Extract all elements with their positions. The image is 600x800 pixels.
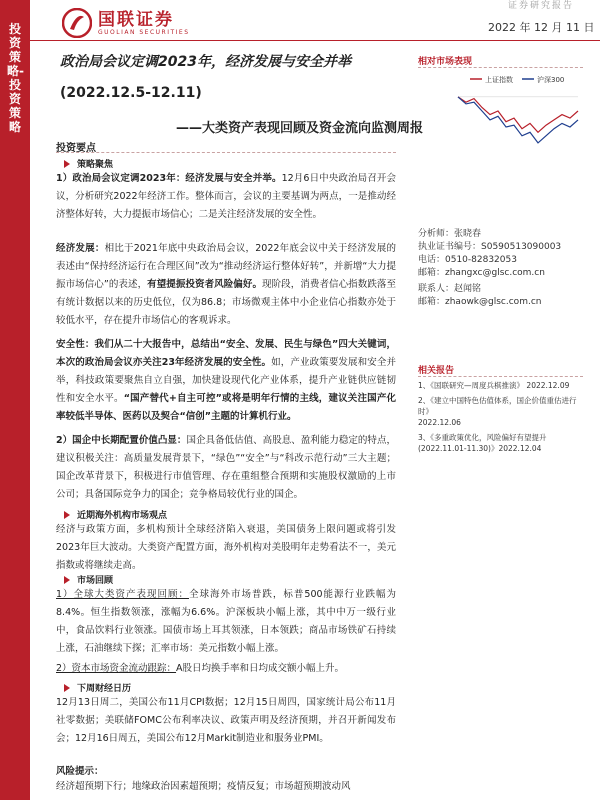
risk-text: 经济超预期下行；地缘政治因素超预期；疫情反复；市场超预期波动风 — [56, 781, 351, 792]
related-report-item[interactable]: 3、《多重政策优化，风险偏好有望提升 (2022.11.01-11.30)》2022.12.04 — [418, 433, 547, 453]
p6-underline: 1）全球大类资产表现回顾： — [56, 589, 189, 600]
p2-bold: 经济发展： — [56, 243, 105, 254]
paragraph-8 — [56, 694, 396, 748]
section-title: 近期海外机构市场观点 — [77, 511, 168, 521]
paragraph-3 — [56, 336, 396, 426]
triangle-bullet-icon — [64, 684, 70, 692]
section-calendar — [64, 681, 131, 694]
related-reports-title: 相关报告 — [418, 366, 455, 376]
report-date: 2022 年 12 月 11 日 — [488, 21, 595, 34]
summary-heading: 投资要点 — [56, 143, 96, 154]
paragraph-6 — [56, 586, 396, 658]
report-subtitle: ——大类资产表现回顾及资金流向监测周报 — [176, 121, 424, 136]
report-type-label: 证券研究报告 — [508, 1, 575, 11]
legend-label-hs300: 沪深300 — [537, 76, 565, 84]
analyst-name: 分析师：张晓春 — [418, 229, 482, 239]
related-reports-list — [418, 380, 583, 454]
p8-text: 12月13日周二，美国公布11月CPI数据；12月15日周四，国家统计局公布11月社零数据；美联储FOMC公布利率决议、政策声明及经济预期，并召开新闻发布会；12月16日周五，美国公布12月Markit制造业和服务业PMI。 — [56, 697, 396, 744]
market-divider — [418, 67, 583, 68]
triangle-bullet-icon — [64, 511, 70, 519]
header-divider — [30, 40, 600, 41]
p2-text2: 现阶段，消费者信心指数跌落至有统计数据以来的历史低位，仅为86.8；市场微观主体中小企业信心指数亦处于较低水平，存在提升市场信心的客观诉求。 — [56, 279, 396, 326]
paragraph-7 — [56, 660, 396, 678]
paragraph-5 — [56, 521, 396, 575]
p4-bold: 2）国企中长期配置价值凸显： — [56, 435, 187, 446]
related-report-item[interactable]: 1、《国联研究—周度兵棋推演》 2022.12.09 — [418, 381, 570, 390]
risk-heading: 风险提示： — [56, 766, 104, 777]
p3-bold: 安全性：我们从二十大报告中，总结出“安全、发展、民生与绿色”四大关键词，本次的政治局会议亦关注23年经济发展的安全性。 — [56, 339, 396, 368]
sidebar-label: 投资策略-投资策略 — [7, 22, 24, 134]
section-title: 下周财经日历 — [77, 684, 132, 694]
section-overseas — [64, 508, 167, 521]
market-performance-title: 相对市场表现 — [418, 57, 473, 67]
logo-en-text: GUOLIAN SECURITIES — [98, 28, 190, 36]
company-logo — [62, 6, 190, 40]
section-title: 市场回顾 — [77, 576, 114, 586]
p3-text: 如，产业政策要发展和安全并举，科技政策要聚焦自立自强，加快建设现代化产业体系，提升产业链供应链韧性和安全水平。 — [56, 357, 396, 404]
legend-label-shanghai: 上证指数 — [485, 76, 513, 84]
p7-text: A股日均换手率和日均成交额小幅上升。 — [176, 663, 345, 674]
related-report-item[interactable]: 2、《建立中国特色估值体系，国企价值重估进行时》 2022.12.06 — [418, 396, 577, 427]
section-strategy — [64, 157, 113, 170]
p2-bold2: 有望提振投资者风险偏好。 — [147, 279, 263, 290]
p1-bold: 1）政治局会议定调2023年：经济发展与安全并举。 — [56, 173, 282, 184]
analyst-block — [418, 228, 561, 280]
p6-text: 全球海外市场普跌，标普500能源行业跌幅为8.4%。恒生指数领涨，涨幅为6.6%。沪深板块小幅上涨，其中中万一级行业中，食品饮料行业领涨。国债市场上耳其领涨，日本领跌；商品市场铁矿石持续上涨，石油继续下探；汇率市场：美元指数小幅上涨。 — [56, 589, 396, 654]
contact-name: 联系人：赵闻铭 — [418, 284, 482, 294]
p4-text: 国企具备低估值、高股息、盈利能力稳定的特点，建议积极关注：高质量发展背景下，“绿色”“安全”与“科改示范行动”三大主题；国企改革背景下，积极进行市值管理、存在重组整合预期和实施股权激励的上市公司；具备国际竞争力的国企；竞争格局较优行业的国企。 — [56, 435, 396, 500]
triangle-bullet-icon — [64, 576, 70, 584]
risk-paragraph — [56, 778, 396, 796]
p5-text: 经济与政策方面，多机构预计全球经济陷入衰退，美国债务上限问题或将引发2023年巨大波动。大类资产配置方面，海外机构对美股明年走势看法不一，美元指数或将继续走高。 — [56, 524, 396, 571]
logo-mark-icon — [62, 8, 92, 38]
report-title: 政治局会议定调2023年，经济发展与安全并举 — [60, 54, 351, 70]
chart-series-line-2 — [458, 97, 578, 143]
contact-block — [418, 283, 541, 309]
analyst-email[interactable]: 邮箱：zhangxc@glsc.com.cn — [418, 268, 545, 278]
related-divider — [418, 376, 583, 377]
contact-email[interactable]: 邮箱：zhaowk@glsc.com.cn — [418, 297, 542, 307]
section-market-review — [64, 573, 113, 586]
paragraph-1 — [56, 170, 396, 224]
relative-performance-chart — [418, 70, 583, 190]
paragraph-4 — [56, 432, 396, 504]
analyst-license: 执业证书编号：S0590513090003 — [418, 242, 562, 252]
chart-series-line-1 — [458, 97, 578, 132]
p2-text: 相比于2021年底中央政治局会议，2022年底会议中关于经济发展的表述由“保持经济运行在合理区间”改为“推动经济运行整体好转”，并新增“大力提振市场信心”的表述， — [56, 243, 396, 290]
p3-bold2: “国产替代+自主可控”或将是明年行情的主线，建议关注国产化率较低半导体、医药以及契合“信创”主题的计算机行业。 — [56, 393, 396, 422]
paragraph-2 — [56, 240, 396, 330]
p1-text: 12月6日中央政治局召开会议，分析研究2022年经济工作。整体而言，会议的主要基调为两点，一是推动经济整体好转，大力提振市场信心；二是关注经济发展的安全性。 — [56, 173, 396, 220]
summary-divider — [56, 152, 396, 153]
p7-underline: 2）资本市场资金流动跟踪： — [56, 663, 177, 674]
logo-cn-text: 国联证券 — [98, 9, 174, 30]
triangle-bullet-icon — [64, 160, 70, 168]
report-period: (2022.12.5-12.11) — [60, 85, 202, 101]
section-title: 策略聚焦 — [77, 160, 114, 170]
analyst-phone: 电话：0510-82832053 — [418, 255, 517, 265]
